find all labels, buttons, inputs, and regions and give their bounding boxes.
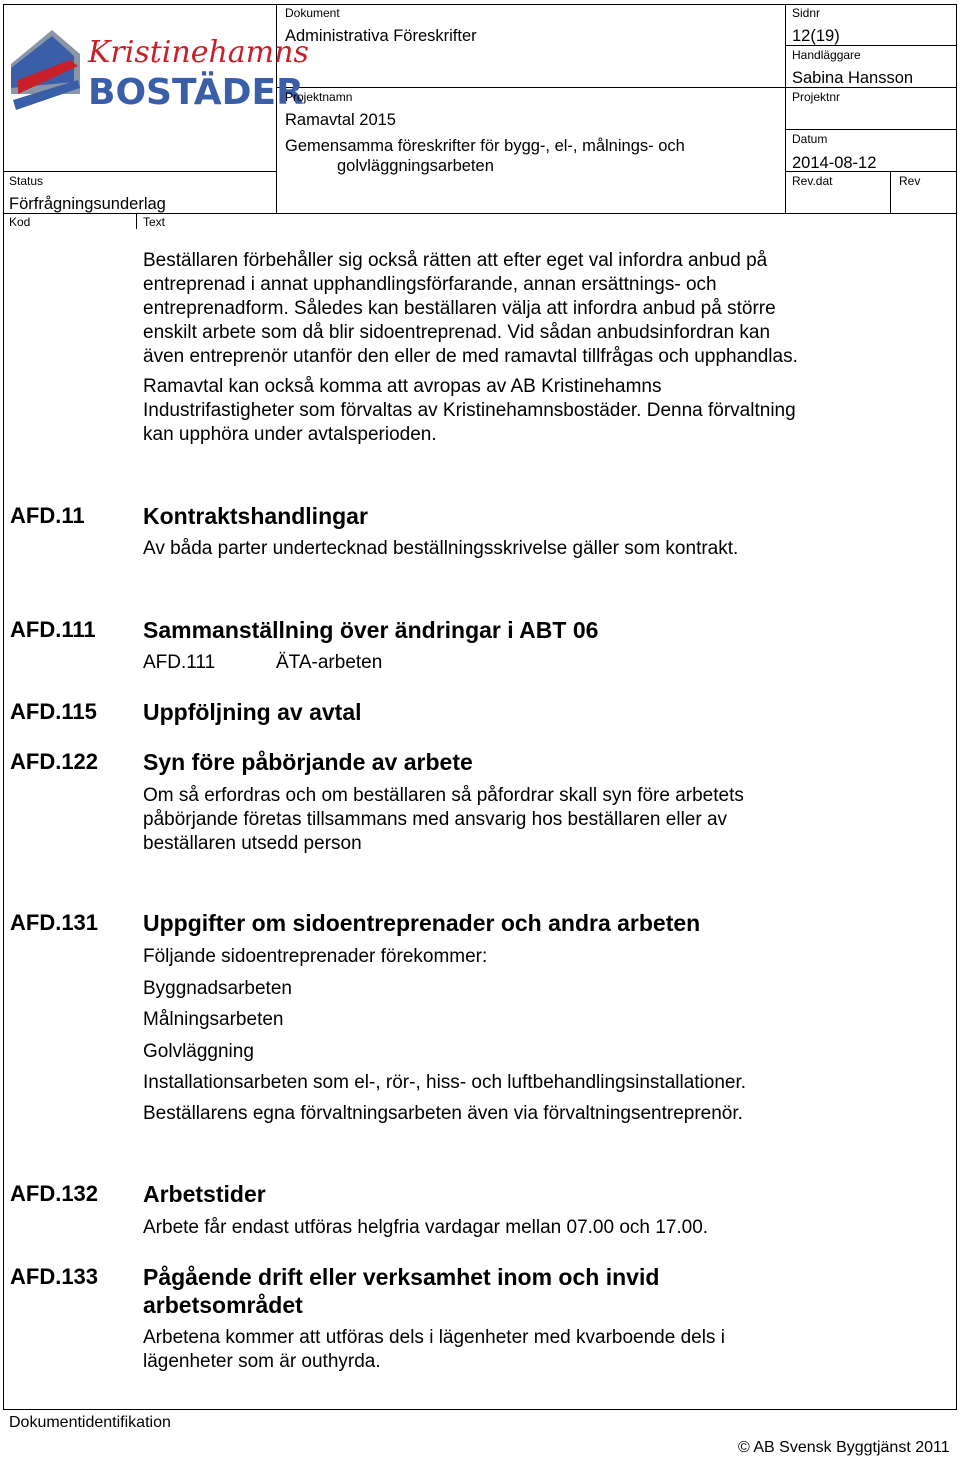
list-item: Byggnadsarbeten <box>143 978 292 999</box>
kod-text-divider <box>136 213 137 229</box>
revdat-label: Rev.dat <box>792 174 833 188</box>
header-divider <box>3 171 276 172</box>
text-line: lägenheter som är outhyrda. <box>143 1351 381 1372</box>
copyright-icon: © <box>738 1439 750 1456</box>
text-line: entreprenadform. Således kan beställaren välja att infordra anbud på större <box>143 298 776 319</box>
copyright-text: AB Svensk Byggtjänst 2011 <box>753 1439 950 1456</box>
svg-text:BOSTÄDER: BOSTÄDER <box>88 72 304 113</box>
section-text <box>143 1326 883 1374</box>
text-line: enskilt arbete som då blir sidoentreprenad. Vid sådan anbudsinfordran kan <box>143 322 771 343</box>
copyright <box>738 1438 950 1458</box>
status-label: Status <box>9 174 44 188</box>
list-item: Beställarens egna förvaltningsarbeten även via förvaltningsentreprenör. <box>143 1103 743 1124</box>
header-divider <box>890 171 891 213</box>
projektnamn-line: golvläggningsarbeten <box>337 157 494 175</box>
text-line: Beställaren förbehåller sig också rätten att efter eget val infordra anbud på <box>143 250 768 271</box>
list-item: Målningsarbeten <box>143 1009 284 1030</box>
section-text <box>143 784 883 856</box>
handlaggare-value: Sabina Hansson <box>792 69 914 87</box>
section-code: AFD.111 <box>10 617 96 642</box>
text-line: Arbetena kommer att utföras dels i lägenheter med kvarboende dels i <box>143 1327 725 1348</box>
section-heading: Arbetstider <box>143 1181 266 1207</box>
text-label: Text <box>143 215 166 229</box>
datum-value: 2014-08-12 <box>792 154 877 172</box>
section-text: Arbete får endast utföras helgfria vardagar mellan 07.00 och 17.00. <box>143 1217 709 1238</box>
text-line: Ramavtal kan också komma att avropas av AB Kristinehamns <box>143 376 662 397</box>
section-code: AFD.133 <box>10 1264 99 1289</box>
sidnr-label: Sidnr <box>792 6 821 20</box>
section-code: AFD.115 <box>10 699 97 724</box>
section-code: AFD.131 <box>10 910 99 935</box>
section-heading: Uppgifter om sidoentreprenader och andra arbeten <box>143 910 701 936</box>
section-code: AFD.122 <box>10 749 99 774</box>
sidnr-value: 12(19) <box>792 27 840 45</box>
document-identification-label: Dokumentidentifikation <box>9 1414 171 1431</box>
svg-text:Kristinehamns: Kristinehamns <box>88 35 309 70</box>
heading-line: Pågående drift eller verksamhet inom och invid <box>143 1264 660 1290</box>
projektnamn-label: Projektnamn <box>285 90 353 104</box>
section-code: AFD.132 <box>10 1181 99 1206</box>
heading-line: arbetsområdet <box>143 1292 303 1318</box>
list-item: Installationsarbeten som el-, rör-, hiss- och luftbehandlingsinstallationer. <box>143 1072 747 1093</box>
text-line: även entreprenör utanför den eller de med ramavtal tillfrågas och upphandlas. <box>143 346 798 367</box>
kod-label: Kod <box>9 215 31 229</box>
section-heading: Uppföljning av avtal <box>143 699 362 725</box>
text-line: kan upphöra under avtalsperioden. <box>143 424 437 445</box>
text-line: beställaren utsedd person <box>143 833 362 854</box>
projektnamn-line: Ramavtal 2015 <box>285 111 396 129</box>
section-heading: Syn före påbörjande av arbete <box>143 749 473 775</box>
dokument-label: Dokument <box>285 6 340 20</box>
house-icon <box>11 30 80 110</box>
intro-paragraph <box>143 249 883 369</box>
intro-paragraph <box>143 375 883 447</box>
status-value: Förfrågningsunderlag <box>9 195 166 213</box>
header-divider <box>276 87 785 88</box>
company-logo <box>8 22 309 122</box>
datum-label: Datum <box>792 132 828 146</box>
text-line: Industrifastigheter som förvaltas av Kristinehamnsbostäder. Denna förvaltning <box>143 400 796 421</box>
subsection-text: ÄTA-arbeten <box>276 652 383 673</box>
rev-label: Rev <box>899 174 921 188</box>
text-line: Om så erfordras och om beställaren så påfordrar skall syn före arbetets <box>143 785 744 806</box>
section-code: AFD.11 <box>10 503 85 528</box>
section-heading: Sammanställning över ändringar i ABT 06 <box>143 617 599 643</box>
dokument-value: Administrativa Föreskrifter <box>285 27 477 45</box>
text-line: entreprenad i annat upphandlingsförfarande, annan ersättnings- och <box>143 274 717 295</box>
handlaggare-label: Handläggare <box>792 48 861 62</box>
header-divider <box>785 129 957 130</box>
subsection-code: AFD.111 <box>143 652 216 673</box>
projektnamn-line: Gemensamma föreskrifter för bygg-, el-, målnings- och <box>285 137 685 155</box>
header-divider <box>785 4 786 213</box>
list-item: Golvläggning <box>143 1041 254 1062</box>
section-heading: Kontraktshandlingar <box>143 503 368 529</box>
section-text: Av båda parter undertecknad beställningsskrivelse gäller som kontrakt. <box>143 538 739 559</box>
text-line: påbörjande företas tillsammans med ansvarig hos beställaren eller av <box>143 809 728 830</box>
list-item: Följande sidoentreprenader förekommer: <box>143 946 488 967</box>
section-heading <box>143 1263 863 1319</box>
projektnr-label: Projektnr <box>792 90 841 104</box>
